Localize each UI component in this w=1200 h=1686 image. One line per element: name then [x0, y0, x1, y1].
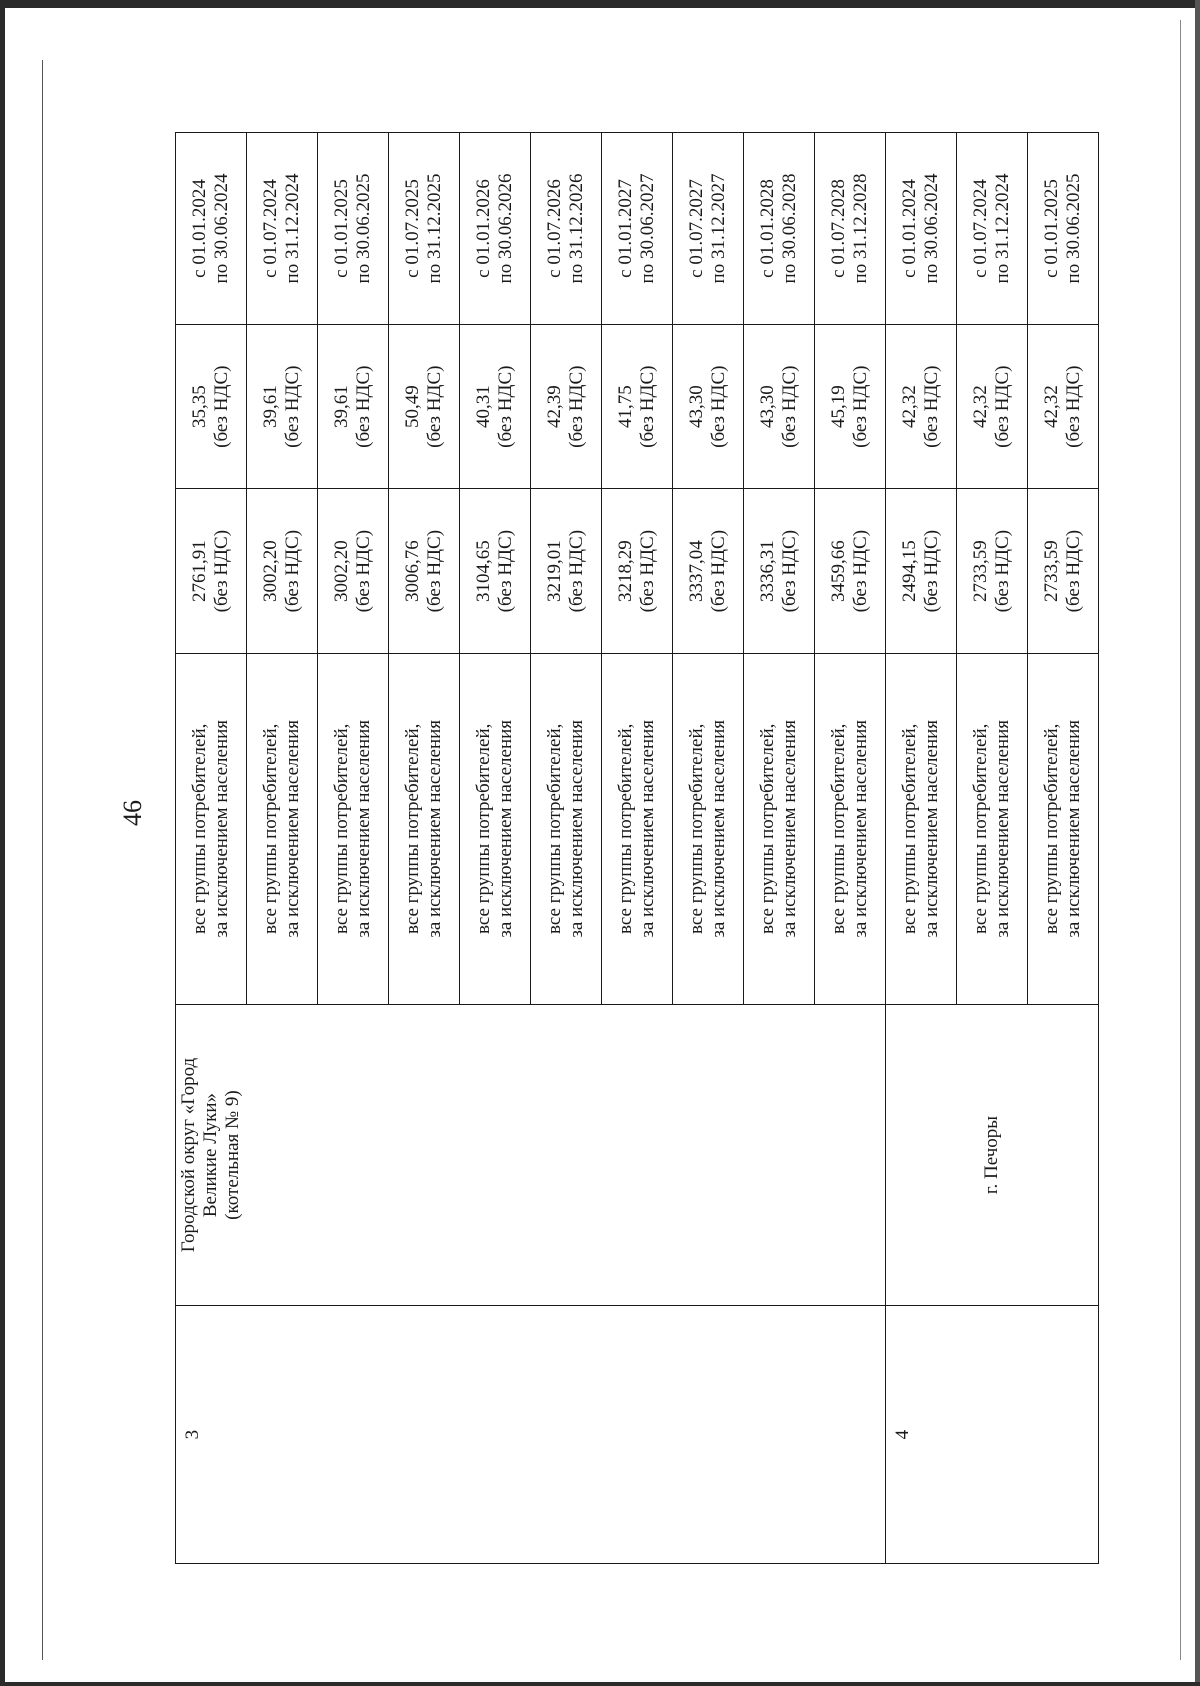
consumer-group-line: за исключением населения — [495, 719, 516, 938]
locality-line: Городской округ «Город — [178, 1057, 199, 1253]
consumer-group-line: за исключением населения — [1063, 719, 1084, 938]
tariff-value-line: (без НДС) — [992, 529, 1013, 613]
tariff-secondary-value-line: 42,32 — [970, 385, 991, 429]
locality-cell — [176, 1004, 886, 1306]
tariff-secondary-value-line: 42,32 — [1041, 385, 1062, 429]
period-cell — [460, 133, 531, 325]
period-line: по 30.06.2025 — [1063, 173, 1084, 284]
consumer-group-line: все группы потребителей, — [757, 723, 778, 935]
period-line: с 01.01.2027 — [615, 179, 636, 278]
consumer-group-line: все группы потребителей, — [402, 723, 423, 935]
tariff-secondary-value-line: 39,61 — [260, 385, 281, 429]
consumer-group-line: за исключением населения — [211, 719, 232, 938]
table-row — [176, 133, 247, 1564]
tariff-secondary-value-line: (без НДС) — [921, 365, 942, 448]
consumer-group-cell — [1028, 653, 1099, 1004]
consumer-group-line: за исключением населения — [282, 719, 303, 938]
page-number: 46 — [118, 800, 147, 826]
tariff-value-line: (без НДС) — [1063, 529, 1084, 613]
tariff-secondary-value-cell — [886, 324, 957, 488]
tariff-secondary-value-line: (без НДС) — [495, 365, 516, 448]
consumer-group-cell — [460, 653, 531, 1004]
tariff-secondary-value-cell — [247, 324, 318, 488]
tariff-secondary-value-line: (без НДС) — [211, 365, 232, 448]
consumer-group-line: все группы потребителей, — [260, 723, 281, 935]
period-line: по 31.12.2024 — [992, 173, 1013, 284]
consumer-group-line: за исключением населения — [566, 719, 587, 938]
period-cell — [744, 133, 815, 325]
tariff-secondary-value-cell — [815, 324, 886, 488]
tariff-value-cell — [602, 489, 673, 653]
tariff-value-cell — [531, 489, 602, 653]
tariff-secondary-value-cell — [1028, 324, 1099, 488]
period-line: по 31.12.2024 — [282, 173, 303, 284]
tariff-value-cell — [1028, 489, 1099, 653]
locality-line: Великие Луки» — [200, 1092, 221, 1218]
period-line: по 31.12.2025 — [424, 173, 445, 284]
locality-line: г. Печоры — [981, 1115, 1002, 1195]
tariff-value-line: 2733,59 — [970, 540, 991, 603]
tariff-secondary-value-line: (без НДС) — [1063, 365, 1084, 448]
tariff-value-line: (без НДС) — [353, 529, 374, 613]
tariff-secondary-value-line: (без НДС) — [850, 365, 871, 448]
period-line: с 01.01.2026 — [473, 179, 494, 278]
tariff-secondary-value-cell — [460, 324, 531, 488]
period-line: по 30.06.2028 — [779, 173, 800, 284]
locality-cell — [886, 1004, 1099, 1306]
tariff-secondary-value-line: (без НДС) — [353, 365, 374, 448]
consumer-group-line: за исключением населения — [353, 719, 374, 938]
consumer-group-line: за исключением населения — [779, 719, 800, 938]
tariff-secondary-value-line: 42,39 — [544, 385, 565, 429]
period-cell — [602, 133, 673, 325]
consumer-group-cell — [531, 653, 602, 1004]
period-cell — [247, 133, 318, 325]
tariff-secondary-value-cell — [176, 324, 247, 488]
tariff-secondary-value-line: 35,35 — [189, 385, 210, 429]
tariff-secondary-value-line: (без НДС) — [992, 365, 1013, 448]
tariff-secondary-value-cell — [531, 324, 602, 488]
period-line: с 01.01.2028 — [757, 179, 778, 278]
consumer-group-line: все группы потребителей, — [1041, 723, 1062, 935]
consumer-group-line: за исключением населения — [424, 719, 445, 938]
consumer-group-cell — [602, 653, 673, 1004]
period-line: по 31.12.2028 — [850, 173, 871, 284]
tariff-value-cell — [176, 489, 247, 653]
tariff-value-line: 3104,65 — [473, 540, 494, 603]
consumer-group-line: все группы потребителей, — [331, 723, 352, 935]
consumer-group-cell — [176, 653, 247, 1004]
tariff-secondary-value-line: 43,30 — [686, 385, 707, 429]
tariff-value-cell — [673, 489, 744, 653]
tariff-value-line: (без НДС) — [708, 529, 729, 613]
tariff-secondary-value-line: 41,75 — [615, 385, 636, 429]
tariff-value-cell — [247, 489, 318, 653]
tariff-value-line: 3006,76 — [402, 540, 423, 603]
tariff-value-cell — [744, 489, 815, 653]
period-cell — [815, 133, 886, 325]
period-line: с 01.07.2026 — [544, 179, 565, 278]
period-line: с 01.01.2025 — [331, 179, 352, 278]
tariff-value-line: 2761,91 — [189, 540, 210, 603]
tariff-secondary-value-line: (без НДС) — [708, 365, 729, 448]
tariff-value-line: (без НДС) — [637, 529, 658, 613]
tariff-value-cell — [389, 489, 460, 653]
period-line: с 01.07.2024 — [260, 179, 281, 278]
period-line: по 30.06.2025 — [353, 173, 374, 284]
table-row — [886, 133, 957, 1564]
tariff-secondary-value-line: 45,19 — [828, 385, 849, 429]
tariff-secondary-value-cell — [602, 324, 673, 488]
consumer-group-line: все группы потребителей, — [473, 723, 494, 935]
tariff-secondary-value-line: (без НДС) — [566, 365, 587, 448]
consumer-group-line: все группы потребителей, — [828, 723, 849, 935]
period-line: по 31.12.2026 — [566, 173, 587, 284]
tariff-secondary-value-line: 39,61 — [331, 385, 352, 429]
period-cell — [1028, 133, 1099, 325]
consumer-group-line: все группы потребителей, — [615, 723, 636, 935]
consumer-group-line: за исключением населения — [708, 719, 729, 938]
period-line: с 01.01.2025 — [1041, 179, 1062, 278]
tariff-secondary-value-line: (без НДС) — [282, 365, 303, 448]
period-cell — [886, 133, 957, 325]
period-cell — [318, 133, 389, 325]
tariff-value-line: 3336,31 — [757, 540, 778, 603]
tariff-secondary-value-cell — [957, 324, 1028, 488]
consumer-group-line: все группы потребителей, — [899, 723, 920, 935]
consumer-group-line: за исключением населения — [850, 719, 871, 938]
tariff-value-line: 3459,66 — [828, 540, 849, 603]
tariff-value-line: 3002,20 — [331, 540, 352, 603]
period-cell — [673, 133, 744, 325]
period-line: с 01.07.2027 — [686, 179, 707, 278]
consumer-group-cell — [673, 653, 744, 1004]
period-line: по 30.06.2024 — [921, 173, 942, 284]
consumer-group-line: все группы потребителей, — [970, 723, 991, 935]
consumer-group-line: за исключением населения — [992, 719, 1013, 938]
period-line: по 31.12.2027 — [708, 173, 729, 284]
consumer-group-line: все группы потребителей, — [686, 723, 707, 935]
tariff-secondary-value-line: (без НДС) — [779, 365, 800, 448]
tariff-value-line: (без НДС) — [495, 529, 516, 613]
period-line: по 30.06.2024 — [211, 173, 232, 284]
row-number-cell: 4 — [886, 1306, 1099, 1564]
period-line: с 01.07.2028 — [828, 179, 849, 278]
consumer-group-cell — [886, 653, 957, 1004]
period-cell — [957, 133, 1028, 325]
tariff-value-cell — [460, 489, 531, 653]
period-line: с 01.07.2025 — [402, 179, 423, 278]
period-line: с 01.01.2024 — [899, 179, 920, 278]
tariff-value-cell — [957, 489, 1028, 653]
period-line: с 01.07.2024 — [970, 179, 991, 278]
consumer-group-line: все группы потребителей, — [189, 723, 210, 935]
tariff-table — [175, 132, 1099, 1564]
tariff-secondary-value-line: 40,31 — [473, 385, 494, 429]
tariff-secondary-value-cell — [744, 324, 815, 488]
period-line: по 30.06.2027 — [637, 173, 658, 284]
consumer-group-line: все группы потребителей, — [544, 723, 565, 935]
tariff-value-cell — [318, 489, 389, 653]
tariff-value-line: (без НДС) — [779, 529, 800, 613]
tariff-value-line: (без НДС) — [282, 529, 303, 613]
tariff-value-line: (без НДС) — [211, 529, 232, 613]
tariff-value-line: 2733,59 — [1041, 540, 1062, 603]
consumer-group-line: за исключением населения — [921, 719, 942, 938]
tariff-value-line: (без НДС) — [850, 529, 871, 613]
tariff-value-line: 3337,04 — [686, 540, 707, 603]
tariff-secondary-value-cell — [673, 324, 744, 488]
tariff-secondary-value-line: 42,32 — [899, 385, 920, 429]
period-cell — [389, 133, 460, 325]
consumer-group-cell — [389, 653, 460, 1004]
period-line: по 30.06.2026 — [495, 173, 516, 284]
consumer-group-cell — [318, 653, 389, 1004]
tariff-value-cell — [886, 489, 957, 653]
consumer-group-line: за исключением населения — [637, 719, 658, 938]
tariff-value-cell — [815, 489, 886, 653]
tariff-secondary-value-line: 50,49 — [402, 385, 423, 429]
tariff-value-line: 3218,29 — [615, 540, 636, 603]
row-number-cell: 3 — [176, 1306, 886, 1564]
tariff-value-line: 2494,15 — [899, 540, 920, 603]
locality-line: (котельная № 9) — [222, 1090, 243, 1220]
consumer-group-cell — [744, 653, 815, 1004]
tariff-secondary-value-line: (без НДС) — [424, 365, 445, 448]
period-cell — [176, 133, 247, 325]
tariff-secondary-value-line: 43,30 — [757, 385, 778, 429]
tariff-value-line: 3002,20 — [260, 540, 281, 603]
tariff-value-line: 3219,01 — [544, 540, 565, 603]
tariff-value-line: (без НДС) — [566, 529, 587, 613]
period-cell — [531, 133, 602, 325]
consumer-group-cell — [815, 653, 886, 1004]
tariff-secondary-value-cell — [389, 324, 460, 488]
consumer-group-cell — [247, 653, 318, 1004]
consumer-group-cell — [957, 653, 1028, 1004]
tariff-value-line: (без НДС) — [424, 529, 445, 613]
tariff-secondary-value-cell — [318, 324, 389, 488]
period-line: с 01.01.2024 — [189, 179, 210, 278]
tariff-value-line: (без НДС) — [921, 529, 942, 613]
tariff-secondary-value-line: (без НДС) — [637, 365, 658, 448]
